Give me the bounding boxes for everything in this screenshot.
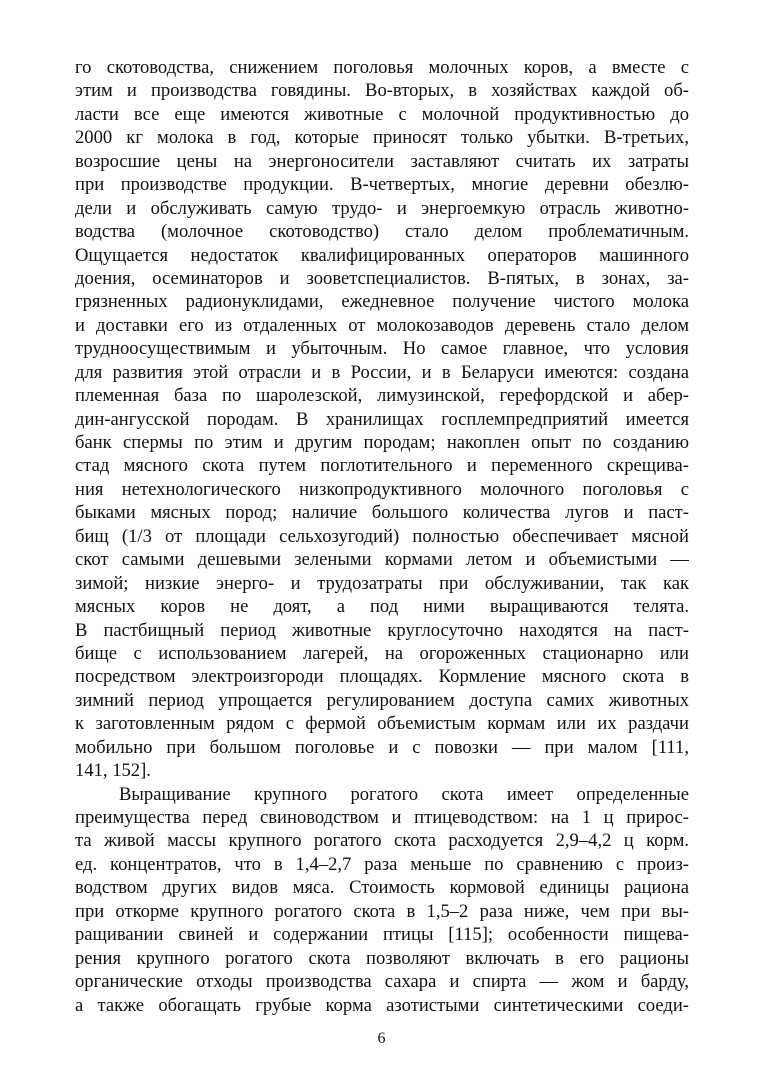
text-line: при откорме крупного рогатого скота в 1,5–2 раза ниже, чем при вы-: [75, 900, 689, 922]
text-line: бище с использованием лагерей, на огороженных стационарно или: [75, 642, 689, 664]
text-line: и доставки его из отдаленных от молокозаводов деревень стало делом: [75, 314, 689, 336]
text-line: В пастбищный период животные круглосуточно находятся на паст-: [75, 619, 689, 641]
text-line: ласти все еще имеются животные с молочной продуктивностью до: [75, 103, 689, 125]
text-line: стад мясного скота путем поглотительного и переменного скрещива-: [75, 455, 689, 477]
text-line: для развития этой отрасли и в России, и в Беларуси имеются: создана: [75, 361, 689, 383]
text-line: ращивании свиней и содержании птицы [115]; особенности пищева-: [75, 924, 689, 946]
page-number: 6: [377, 1030, 386, 1047]
text-line: дели и обслуживать самую трудо- и энергоемкую отрасль животно-: [75, 197, 689, 219]
text-line: племенная база по шаролезской, лимузинской, герефордской и абер-: [75, 385, 689, 407]
text-line: этим и производства говядины. Во-вторых, в хозяйствах каждой об-: [75, 80, 689, 102]
text-line: зимний период упрощается регулированием доступа самих животных: [75, 689, 689, 711]
text-line: банк спермы по этим и другим породам; накоплен опыт по созданию: [75, 432, 689, 453]
text-line: преимущества перед свиноводством и птицеводством: на 1 ц прирос-: [75, 807, 689, 828]
text-line: водством других видов мяса. Стоимость кормовой единицы рациона: [75, 877, 689, 899]
text-line: мясных коров не доят, а под ними выращиваются телята.: [75, 596, 689, 618]
text-line: водства (молочное скотоводство) стало делом проблематичным.: [75, 221, 689, 243]
text-line: ния нетехнологического низкопродуктивного молочного поголовья с: [75, 478, 689, 500]
text-line: к заготовленным рядом с фермой объемистым кормам или их раздачи: [75, 713, 689, 735]
text-line: Выращивание крупного рогатого скота имеет определенные: [119, 783, 689, 805]
text-line: та живой массы крупного рогатого скота расходуется 2,9–4,2 ц корм.: [75, 830, 689, 852]
text-line: дин-ангусской породам. В хранилищах госплемпредприятий имеется: [75, 408, 689, 430]
text-line: скот самыми дешевыми зелеными кормами летом и объемистыми —: [75, 549, 689, 571]
text-line: а также обогащать грубые корма азотистыми синтетическими соеди-: [75, 994, 689, 1016]
text-line: бищ (1/3 от площади сельхозугодий) полностью обеспечивает мясной: [75, 525, 689, 547]
text-line: доения, осеминаторов и зооветспециалистов. В-пятых, в зонах, за-: [75, 267, 689, 289]
text-line: мобильно при большом поголовье и с повозки — при малом [111,: [75, 736, 689, 758]
text-line: Ощущается недостаток квалифицированных операторов машинного: [75, 244, 689, 266]
text-line: трудноосуществимым и убыточным. Но самое главное, что условия: [75, 338, 689, 360]
text-line: 141, 152].: [75, 760, 151, 782]
text-line: зимой; низкие энерго- и трудозатраты при обслуживании, так как: [75, 572, 689, 594]
text-line: при производстве продукции. В-четвертых, многие деревни обезлю-: [75, 174, 689, 196]
text-line: органические отходы производства сахара и спирта — жом и барду,: [75, 971, 689, 993]
text-line: грязненных радионуклидами, ежедневное получение чистого молока: [75, 291, 689, 313]
text-line: возросшие цены на энергоносители заставляют считать их затраты: [75, 150, 689, 172]
text-line: 2000 кг молока в год, которые приносят только убытки. В-третьих,: [75, 127, 689, 149]
text-line: быками мясных пород; наличие большого количества лугов и паст-: [75, 502, 689, 524]
text-line: посредством электроизгороди площадях. Кормление мясного скота в: [75, 666, 689, 688]
body-text: [75, 56, 689, 1017]
text-line: ед. концентратов, что в 1,4–2,7 раза меньше по сравнению с произ-: [75, 853, 689, 875]
text-line: го скотоводства, снижением поголовья молочных коров, а вместе с: [75, 57, 689, 78]
text-line: рения крупного рогатого скота позволяют включать в его рационы: [75, 947, 689, 969]
